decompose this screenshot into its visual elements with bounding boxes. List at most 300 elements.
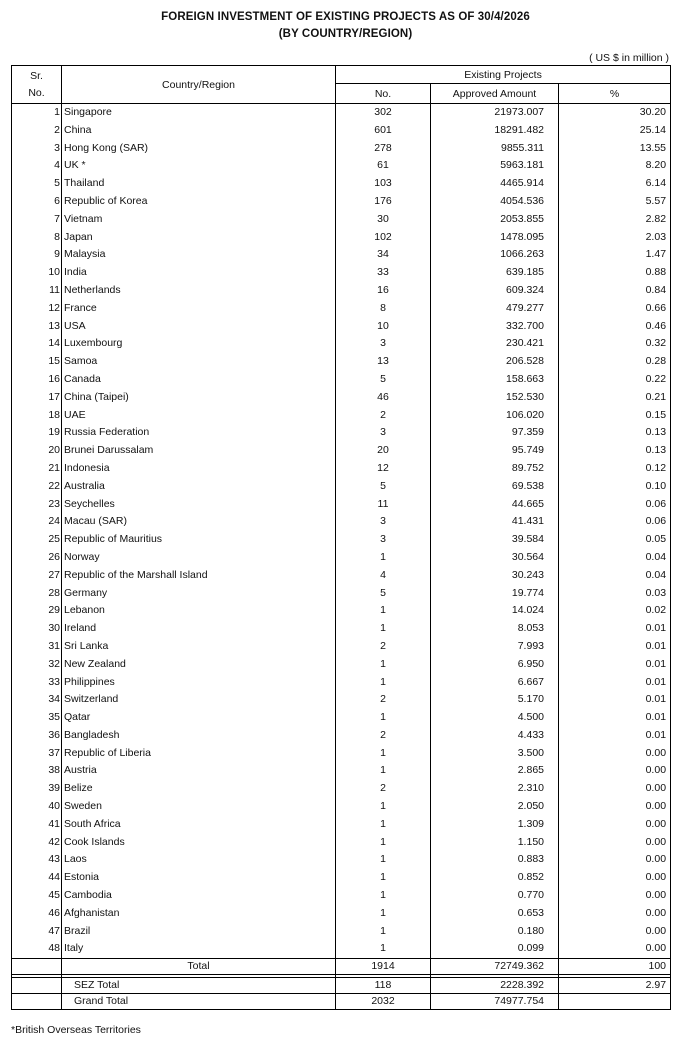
sr-no-cell: 9 [12,246,62,264]
country-cell: Philippines [62,674,336,692]
total-no: 1914 [336,959,431,975]
sr-no-cell: 23 [12,496,62,514]
header-country: Country/Region [62,66,336,104]
country-cell: China (Taipei) [62,389,336,407]
country-cell: Samoa [62,353,336,371]
country-cell: Sri Lanka [62,638,336,656]
table-row [12,193,671,211]
sr-no-cell: 17 [12,389,62,407]
sr-no-cell: 25 [12,531,62,549]
project-count-cell: 1 [336,869,431,887]
project-count-cell: 11 [336,496,431,514]
approved-amount-cell: 95.749 [431,442,559,460]
approved-amount-cell: 609.324 [431,282,559,300]
country-cell: Estonia [62,869,336,887]
approved-amount-cell: 1066.263 [431,246,559,264]
approved-amount-cell: 41.431 [431,513,559,531]
country-cell: Republic of Mauritius [62,531,336,549]
sr-no-cell: 35 [12,709,62,727]
grand-total-amount: 74977.754 [431,994,559,1010]
project-count-cell: 5 [336,371,431,389]
country-cell: USA [62,318,336,336]
table-row [12,389,671,407]
page-title: FOREIGN INVESTMENT OF EXISTING PROJECTS AS OF 30/4/2026 [161,11,530,23]
approved-amount-cell: 2053.855 [431,211,559,229]
percent-cell: 1.47 [559,246,671,264]
table-row [12,407,671,425]
project-count-cell: 2 [336,727,431,745]
project-count-cell: 1 [336,709,431,727]
table-row [12,905,671,923]
project-count-cell: 12 [336,460,431,478]
sr-no-cell: 34 [12,691,62,709]
table-row [12,104,671,122]
country-cell: Republic of Korea [62,193,336,211]
table-row [12,656,671,674]
table-row [12,709,671,727]
approved-amount-cell: 158.663 [431,371,559,389]
approved-amount-cell: 1.309 [431,816,559,834]
header-percent: % [559,84,671,104]
country-cell: Belize [62,780,336,798]
percent-cell: 0.00 [559,923,671,941]
table-row [12,602,671,620]
project-count-cell: 2 [336,638,431,656]
percent-cell: 0.66 [559,300,671,318]
project-count-cell: 33 [336,264,431,282]
project-count-cell: 8 [336,300,431,318]
percent-cell: 0.32 [559,335,671,353]
totals-section [12,959,671,1010]
sr-no-cell: 32 [12,656,62,674]
project-count-cell: 1 [336,834,431,852]
sr-no-cell: 10 [12,264,62,282]
total-sr-cell [12,959,62,975]
table-row [12,762,671,780]
approved-amount-cell: 5963.181 [431,157,559,175]
percent-cell: 0.00 [559,834,671,852]
percent-cell: 0.13 [559,424,671,442]
page-subtitle: (BY COUNTRY/REGION) [278,28,413,40]
project-count-cell: 34 [336,246,431,264]
grand-total-no: 2032 [336,994,431,1010]
approved-amount-cell: 639.185 [431,264,559,282]
percent-cell: 0.21 [559,389,671,407]
sr-no-cell: 13 [12,318,62,336]
approved-amount-cell: 6.667 [431,674,559,692]
country-cell: Italy [62,940,336,958]
project-count-cell: 1 [336,940,431,958]
table-row [12,282,671,300]
approved-amount-cell: 4.500 [431,709,559,727]
country-cell: UAE [62,407,336,425]
table-row [12,549,671,567]
grand-total-label: Grand Total [62,994,336,1010]
table-row [12,229,671,247]
project-count-cell: 1 [336,762,431,780]
investment-table [11,65,671,1010]
table-row [12,318,671,336]
sr-no-cell: 37 [12,745,62,763]
table-row [12,246,671,264]
table-row [12,567,671,585]
sr-no-cell: 21 [12,460,62,478]
project-count-cell: 61 [336,157,431,175]
country-cell: Sweden [62,798,336,816]
country-cell: Bangladesh [62,727,336,745]
header-sr-no [12,66,62,104]
approved-amount-cell: 106.020 [431,407,559,425]
country-cell: Austria [62,762,336,780]
table-row [12,620,671,638]
unit-note: ( US $ in million ) [589,52,669,64]
sr-no-cell: 29 [12,602,62,620]
project-count-cell: 4 [336,567,431,585]
grand-sr-cell [12,994,62,1010]
sez-total-label: SEZ Total [62,978,336,994]
approved-amount-cell: 332.700 [431,318,559,336]
approved-amount-cell: 44.665 [431,496,559,514]
approved-amount-cell: 89.752 [431,460,559,478]
project-count-cell: 1 [336,905,431,923]
percent-cell: 0.88 [559,264,671,282]
project-count-cell: 16 [336,282,431,300]
approved-amount-cell: 5.170 [431,691,559,709]
country-cell: France [62,300,336,318]
project-count-cell: 1 [336,674,431,692]
country-cell: Japan [62,229,336,247]
percent-cell: 0.12 [559,460,671,478]
table-row [12,442,671,460]
sr-no-cell: 40 [12,798,62,816]
country-cell: Russia Federation [62,424,336,442]
percent-cell: 5.57 [559,193,671,211]
percent-cell: 6.14 [559,175,671,193]
project-count-cell: 3 [336,513,431,531]
sez-sr-cell [12,978,62,994]
percent-cell: 0.00 [559,940,671,958]
percent-cell: 0.13 [559,442,671,460]
percent-cell: 0.22 [559,371,671,389]
project-count-cell: 3 [336,424,431,442]
percent-cell: 0.06 [559,513,671,531]
project-count-cell: 103 [336,175,431,193]
table-row [12,638,671,656]
table-body [12,104,671,959]
country-cell: Lebanon [62,602,336,620]
approved-amount-cell: 14.024 [431,602,559,620]
total-label: Total [62,959,336,975]
table-row [12,371,671,389]
project-count-cell: 102 [336,229,431,247]
approved-amount-cell: 479.277 [431,300,559,318]
approved-amount-cell: 69.538 [431,478,559,496]
country-cell: Qatar [62,709,336,727]
project-count-cell: 46 [336,389,431,407]
percent-cell: 0.02 [559,602,671,620]
table-row [12,264,671,282]
country-cell: Canada [62,371,336,389]
approved-amount-cell: 0.653 [431,905,559,923]
project-count-cell: 1 [336,620,431,638]
sr-no-cell: 44 [12,869,62,887]
total-amount: 72749.362 [431,959,559,975]
sr-no-cell: 39 [12,780,62,798]
percent-cell: 0.01 [559,638,671,656]
sr-no-cell: 27 [12,567,62,585]
percent-cell: 0.28 [559,353,671,371]
approved-amount-cell: 21973.007 [431,104,559,122]
approved-amount-cell: 7.993 [431,638,559,656]
sr-no-cell: 4 [12,157,62,175]
percent-cell: 0.01 [559,727,671,745]
header-sr-line1: Sr. [30,69,43,82]
country-cell: Brunei Darussalam [62,442,336,460]
percent-cell: 0.01 [559,620,671,638]
approved-amount-cell: 2.865 [431,762,559,780]
percent-cell: 8.20 [559,157,671,175]
approved-amount-cell: 97.359 [431,424,559,442]
sr-no-cell: 28 [12,585,62,603]
country-cell: Singapore [62,104,336,122]
sr-no-cell: 31 [12,638,62,656]
approved-amount-cell: 1478.095 [431,229,559,247]
sr-no-cell: 48 [12,940,62,958]
approved-amount-cell: 0.883 [431,851,559,869]
percent-cell: 0.05 [559,531,671,549]
percent-cell: 0.00 [559,905,671,923]
country-cell: Norway [62,549,336,567]
table-row [12,869,671,887]
percent-cell: 0.10 [559,478,671,496]
approved-amount-cell: 152.530 [431,389,559,407]
table-row [12,175,671,193]
approved-amount-cell: 0.180 [431,923,559,941]
country-cell: Republic of Liberia [62,745,336,763]
table-row [12,851,671,869]
approved-amount-cell: 230.421 [431,335,559,353]
project-count-cell: 1 [336,816,431,834]
table-row [12,424,671,442]
project-count-cell: 176 [336,193,431,211]
sr-no-cell: 8 [12,229,62,247]
sez-total-no: 118 [336,978,431,994]
table-row [12,513,671,531]
country-cell: New Zealand [62,656,336,674]
approved-amount-cell: 8.053 [431,620,559,638]
sr-no-cell: 15 [12,353,62,371]
approved-amount-cell: 30.564 [431,549,559,567]
approved-amount-cell: 206.528 [431,353,559,371]
table-row [12,531,671,549]
approved-amount-cell: 2.050 [431,798,559,816]
percent-cell: 0.06 [559,496,671,514]
header-sr-line2: No. [28,86,45,99]
approved-amount-cell: 6.950 [431,656,559,674]
project-count-cell: 1 [336,887,431,905]
project-count-cell: 1 [336,745,431,763]
project-count-cell: 302 [336,104,431,122]
percent-cell: 0.00 [559,869,671,887]
country-cell: Netherlands [62,282,336,300]
project-count-cell: 3 [336,531,431,549]
project-count-cell: 2 [336,691,431,709]
approved-amount-cell: 0.099 [431,940,559,958]
table-row [12,780,671,798]
table-row [12,923,671,941]
project-count-cell: 5 [336,478,431,496]
approved-amount-cell: 4.433 [431,727,559,745]
approved-amount-cell: 0.852 [431,869,559,887]
sr-no-cell: 22 [12,478,62,496]
sr-no-cell: 20 [12,442,62,460]
sr-no-cell: 18 [12,407,62,425]
sr-no-cell: 16 [12,371,62,389]
country-cell: Seychelles [62,496,336,514]
sr-no-cell: 6 [12,193,62,211]
header-existing-projects: Existing Projects [336,66,671,84]
approved-amount-cell: 39.584 [431,531,559,549]
project-count-cell: 1 [336,549,431,567]
sez-total-percent: 2.97 [559,978,671,994]
sr-no-cell: 47 [12,923,62,941]
approved-amount-cell: 1.150 [431,834,559,852]
grand-total-percent [559,994,671,1010]
project-count-cell: 1 [336,656,431,674]
table-row [12,887,671,905]
percent-cell: 0.01 [559,674,671,692]
sr-no-cell: 42 [12,834,62,852]
percent-cell: 0.01 [559,709,671,727]
percent-cell: 0.15 [559,407,671,425]
approved-amount-cell: 4465.914 [431,175,559,193]
approved-amount-cell: 19.774 [431,585,559,603]
percent-cell: 0.03 [559,585,671,603]
sr-no-cell: 24 [12,513,62,531]
table-row [12,335,671,353]
table-row [12,834,671,852]
table-row [12,798,671,816]
sr-no-cell: 46 [12,905,62,923]
percent-cell: 0.00 [559,780,671,798]
country-cell: China [62,122,336,140]
country-cell: UK * [62,157,336,175]
table-row [12,300,671,318]
table-row [12,140,671,158]
country-cell: South Africa [62,816,336,834]
project-count-cell: 13 [336,353,431,371]
country-cell: Brazil [62,923,336,941]
approved-amount-cell: 2.310 [431,780,559,798]
country-cell: Hong Kong (SAR) [62,140,336,158]
sr-no-cell: 5 [12,175,62,193]
approved-amount-cell: 30.243 [431,567,559,585]
project-count-cell: 10 [336,318,431,336]
project-count-cell: 1 [336,602,431,620]
sr-no-cell: 41 [12,816,62,834]
table-row [12,478,671,496]
table-row [12,353,671,371]
table-row [12,122,671,140]
grand-total-row [12,994,671,1010]
sr-no-cell: 12 [12,300,62,318]
country-cell: Republic of the Marshall Island [62,567,336,585]
country-cell: Vietnam [62,211,336,229]
country-cell: India [62,264,336,282]
project-count-cell: 3 [336,335,431,353]
country-cell: Cambodia [62,887,336,905]
country-cell: Ireland [62,620,336,638]
table-row [12,674,671,692]
table-row [12,745,671,763]
country-cell: Thailand [62,175,336,193]
project-count-cell: 2 [336,407,431,425]
sr-no-cell: 19 [12,424,62,442]
sr-no-cell: 11 [12,282,62,300]
country-cell: Australia [62,478,336,496]
sez-total-amount: 2228.392 [431,978,559,994]
country-cell: Indonesia [62,460,336,478]
sr-no-cell: 36 [12,727,62,745]
table-row [12,727,671,745]
project-count-cell: 601 [336,122,431,140]
sr-no-cell: 1 [12,104,62,122]
percent-cell: 0.46 [559,318,671,336]
sr-no-cell: 30 [12,620,62,638]
header-no: No. [336,84,431,104]
project-count-cell: 2 [336,780,431,798]
table-row [12,496,671,514]
sr-no-cell: 2 [12,122,62,140]
sr-no-cell: 26 [12,549,62,567]
percent-cell: 0.00 [559,798,671,816]
percent-cell: 25.14 [559,122,671,140]
percent-cell: 30.20 [559,104,671,122]
percent-cell: 0.84 [559,282,671,300]
table-row [12,460,671,478]
percent-cell: 0.00 [559,816,671,834]
percent-cell: 2.03 [559,229,671,247]
project-count-cell: 30 [336,211,431,229]
percent-cell: 0.00 [559,887,671,905]
percent-cell: 0.01 [559,656,671,674]
country-cell: Macau (SAR) [62,513,336,531]
header-approved-amount: Approved Amount [431,84,559,104]
country-cell: Laos [62,851,336,869]
table-row [12,211,671,229]
project-count-cell: 20 [336,442,431,460]
percent-cell: 0.00 [559,762,671,780]
table-row [12,691,671,709]
percent-cell: 0.04 [559,549,671,567]
approved-amount-cell: 0.770 [431,887,559,905]
project-count-cell: 1 [336,851,431,869]
total-percent: 100 [559,959,671,975]
country-cell: Luxembourg [62,335,336,353]
sez-total-row [12,978,671,994]
sr-no-cell: 45 [12,887,62,905]
sr-no-cell: 33 [12,674,62,692]
country-cell: Germany [62,585,336,603]
table-row [12,940,671,958]
percent-cell: 13.55 [559,140,671,158]
country-cell: Cook Islands [62,834,336,852]
percent-cell: 0.00 [559,851,671,869]
approved-amount-cell: 3.500 [431,745,559,763]
percent-cell: 0.04 [559,567,671,585]
country-cell: Switzerland [62,691,336,709]
country-cell: Malaysia [62,246,336,264]
